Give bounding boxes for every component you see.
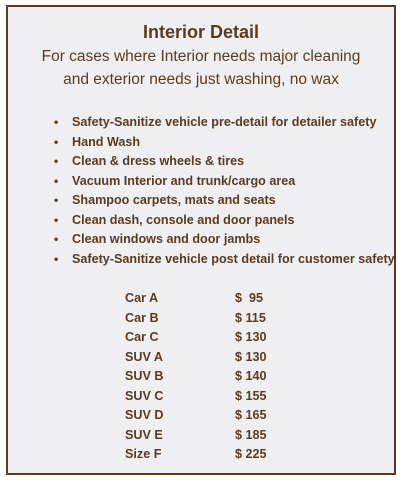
service-label: Shampoo carpets, mats and seats: [72, 193, 276, 207]
vehicle-size: SUV A: [125, 349, 164, 364]
service-item: [52, 211, 394, 231]
service-item: [52, 230, 394, 250]
price-value: $ 95: [235, 291, 264, 305]
price-row: [125, 348, 325, 368]
price-value: $ 115: [235, 310, 266, 325]
vehicle-size: SUV B: [125, 369, 164, 383]
price-value: $ 130: [235, 349, 267, 364]
price-value: $ 165: [235, 408, 267, 422]
vehicle-size: SUV C: [125, 388, 164, 403]
price-row: [125, 309, 325, 329]
card-title: Interior Detail: [142, 22, 260, 42]
service-label: Clean dash, console and door panels: [72, 212, 295, 227]
vehicle-size: Car B: [125, 310, 159, 325]
service-label: Clean windows and door jambs: [72, 232, 261, 246]
vehicle-size: Car C: [125, 330, 159, 344]
vehicle-size: SUV D: [125, 408, 164, 422]
price-value: $ 185: [235, 427, 267, 442]
service-label: Safety-Sanitize vehicle pre-detail for detailer safety: [72, 115, 377, 129]
service-item: [52, 172, 394, 192]
price-row: [125, 328, 325, 348]
service-label: Safety-Sanitize vehicle post detail for customer safety: [72, 251, 395, 266]
price-table: [125, 289, 325, 465]
service-item: [52, 250, 394, 270]
price-row: [125, 387, 325, 407]
services-list: [52, 113, 394, 269]
service-item: [52, 191, 394, 211]
bullet-icon: •: [54, 212, 59, 227]
interior-detail-card: [6, 5, 396, 475]
price-row: [125, 406, 325, 426]
price-row: [125, 445, 325, 465]
price-value: $ 155: [235, 388, 267, 403]
price-value: $ 225: [235, 447, 267, 461]
price-row: [125, 289, 325, 309]
vehicle-size: Size F: [125, 447, 162, 461]
vehicle-size: Car A: [125, 291, 159, 305]
bullet-icon: •: [54, 193, 59, 207]
price-row: [125, 426, 325, 446]
bullet-icon: •: [54, 251, 59, 266]
price-row: [125, 367, 325, 387]
service-label: Clean & dress wheels & tires: [72, 154, 245, 168]
service-label: Vacuum Interior and trunk/cargo area: [72, 173, 296, 188]
price-value: $ 130: [235, 330, 267, 344]
vehicle-size: SUV E: [125, 427, 163, 442]
bullet-icon: •: [54, 154, 59, 168]
bullet-icon: •: [54, 115, 59, 129]
service-item: [52, 152, 394, 172]
subtitle-line-2: and exterior needs just washing, no wax: [63, 71, 339, 88]
subtitle-line-1: For cases where Interior needs major cleaning: [41, 48, 361, 65]
price-value: $ 140: [235, 369, 267, 383]
bullet-icon: •: [54, 134, 59, 149]
bullet-icon: •: [54, 232, 59, 246]
bullet-icon: •: [54, 173, 59, 188]
service-label: Hand Wash: [72, 134, 141, 149]
service-item: [52, 113, 394, 133]
service-item: [52, 133, 394, 153]
